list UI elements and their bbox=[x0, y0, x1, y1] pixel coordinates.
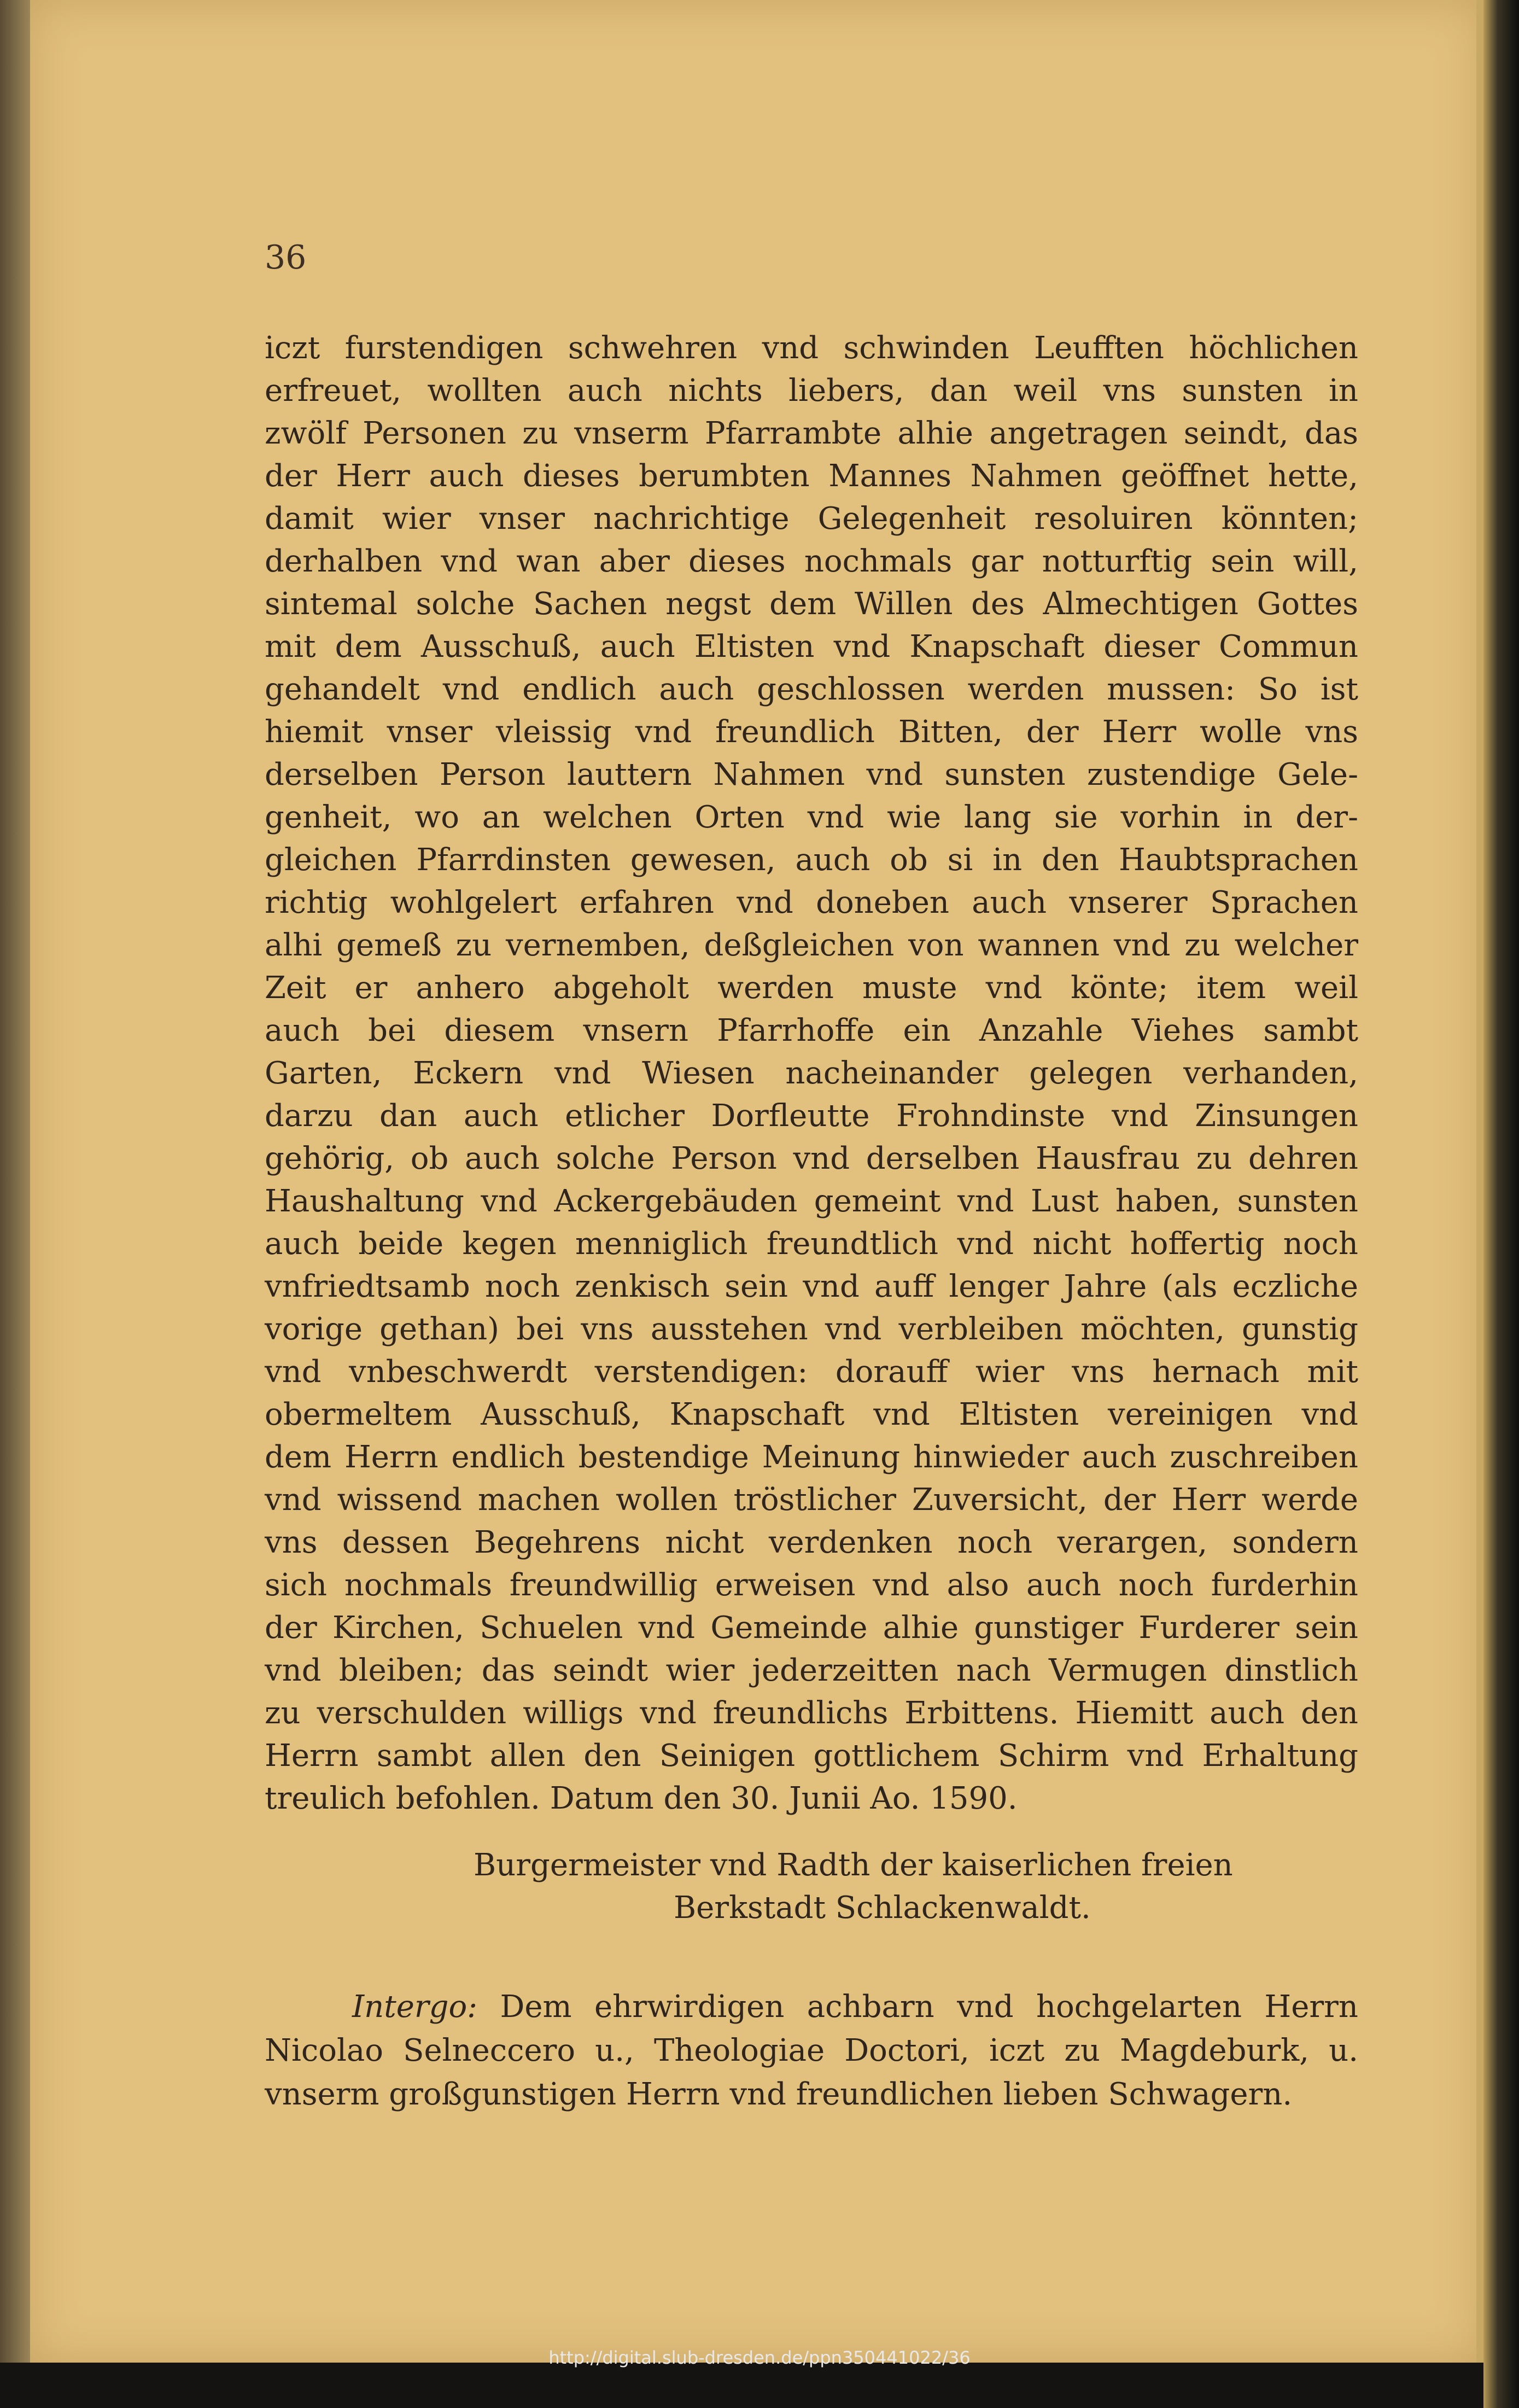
text-line: zu verschulden willigs vnd freundlichs Erbittens. Hiemitt auch den bbox=[265, 1695, 1358, 1731]
text-line-dated: treulich befohlen. Datum den 30. Junii Ao. 1590. bbox=[265, 1781, 1018, 1816]
letter-body bbox=[265, 327, 1358, 1820]
text-line: vnd vnbeschwerdt verstendigen: dorauff wier vns hernach mit bbox=[265, 1354, 1358, 1390]
intergo-line-1 bbox=[265, 1985, 1358, 2029]
page-number: 36 bbox=[265, 238, 307, 277]
intergo-address bbox=[265, 1985, 1358, 2117]
text-line: dem Herrn endlich bestendige Meinung hinwieder auch zuschreiben bbox=[265, 1439, 1358, 1475]
text-line: Garten, Eckern vnd Wiesen nacheinander gelegen verhanden, bbox=[265, 1056, 1358, 1091]
text-line: derhalben vnd wan aber dieses nochmals gar notturftig sein will, bbox=[265, 544, 1358, 579]
text-line: der Kirchen, Schuelen vnd Gemeinde alhie gunstiger Furderer sein bbox=[265, 1610, 1358, 1646]
page-edge-left bbox=[0, 0, 30, 2363]
text-line: gleichen Pfarrdinsten gewesen, auch ob si in den Haubtsprachen bbox=[265, 842, 1358, 878]
text-line: vnfriedtsamb noch zenkisch sein vnd auff lenger Jahre (als eczliche bbox=[265, 1269, 1358, 1304]
intergo-line-2: Nicolao Selneccero u., Theologiae Doctori, iczt zu Magdeburk, u. bbox=[265, 2033, 1358, 2068]
book-spine bbox=[1483, 0, 1519, 2408]
text-line: derselben Person lauttern Nahmen vnd sunsten zustendige Gele- bbox=[265, 757, 1358, 792]
text-line: der Herr auch dieses berumbten Mannes Nahmen geöffnet hette, bbox=[265, 458, 1358, 494]
text-line: richtig wohlgelert erfahren vnd doneben auch vnserer Sprachen bbox=[265, 885, 1358, 920]
source-url: http://digital.slub-dresden.de/ppn350441022/36 bbox=[548, 2347, 971, 2368]
text-line: damit wier vnser nachrichtige Gelegenheit resoluiren könnten; bbox=[265, 501, 1358, 537]
text-line: obermeltem Ausschuß, Knapschaft vnd Eltisten vereinigen vnd bbox=[265, 1397, 1358, 1432]
text-line: auch bei diesem vnsern Pfarrhoffe ein Anzahle Viehes sambt bbox=[265, 1013, 1358, 1048]
text-line: gehörig, ob auch solche Person vnd derselben Hausfrau zu dehren bbox=[265, 1141, 1358, 1176]
intergo-label: Intergo: bbox=[352, 1989, 478, 2025]
signature-line-1: Burgermeister vnd Radth der kaiserlichen freien bbox=[474, 1847, 1233, 1883]
intergo-text-1: Dem ehrwirdigen achbarn vnd hochgelarten Herrn bbox=[500, 1989, 1358, 2025]
text-line: genheit, wo an welchen Orten vnd wie lang sie vorhin in der- bbox=[265, 800, 1358, 835]
text-line: zwölf Personen zu vnserm Pfarrambte alhie angetragen seindt, das bbox=[265, 416, 1358, 451]
text-line: Haushaltung vnd Ackergebäuden gemeint vnd Lust haben, sunsten bbox=[265, 1183, 1358, 1219]
text-line: sintemal solche Sachen negst dem Willen des Almechtigen Gottes bbox=[265, 586, 1358, 622]
text-line: auch beide kegen menniglich freundtlich vnd nicht hoffertig noch bbox=[265, 1226, 1358, 1262]
text-line: vns dessen Begehrens nicht verdenken noch verargen, sondern bbox=[265, 1525, 1358, 1560]
text-line: alhi gemeß zu vernemben, deßgleichen von wannen vnd zu welcher bbox=[265, 928, 1358, 963]
text-line: vnd wissend machen wollen tröstlicher Zuversicht, der Herr werde bbox=[265, 1482, 1358, 1518]
text-line: erfreuet, wollten auch nichts liebers, dan weil vns sunsten in bbox=[265, 373, 1358, 409]
text-line: vnd bleiben; das seindt wier jederzeitten nach Vermugen dinstlich bbox=[265, 1653, 1358, 1688]
text-line: darzu dan auch etlicher Dorfleutte Frohndinste vnd Zinsungen bbox=[265, 1098, 1358, 1134]
intergo-line-3: vnserm großgunstigen Herrn vnd freundlichen lieben Schwagern. bbox=[265, 2077, 1293, 2112]
text-line: vorige gethan) bei vns ausstehen vnd verbleiben möchten, gunstig bbox=[265, 1311, 1358, 1347]
text-line: mit dem Ausschuß, auch Eltisten vnd Knapschaft dieser Commun bbox=[265, 629, 1358, 664]
signature-line-2: Berkstadt Schlackenwaldt. bbox=[674, 1890, 1091, 1926]
text-line: iczt furstendigen schwehren vnd schwinden Leufften höchlichen bbox=[265, 330, 1358, 366]
text-line: Herrn sambt allen den Seinigen gottlichem Schirm vnd Erhaltung bbox=[265, 1738, 1358, 1774]
text-line: Zeit er anhero abgeholt werden muste vnd könte; item weil bbox=[265, 970, 1358, 1006]
text-line: gehandelt vnd endlich auch geschlossen werden mussen: So ist bbox=[265, 672, 1358, 707]
text-line: hiemit vnser vleissig vnd freundlich Bitten, der Herr wolle vns bbox=[265, 714, 1358, 750]
text-line: sich nochmals freundwillig erweisen vnd also auch noch furderhin bbox=[265, 1567, 1358, 1603]
